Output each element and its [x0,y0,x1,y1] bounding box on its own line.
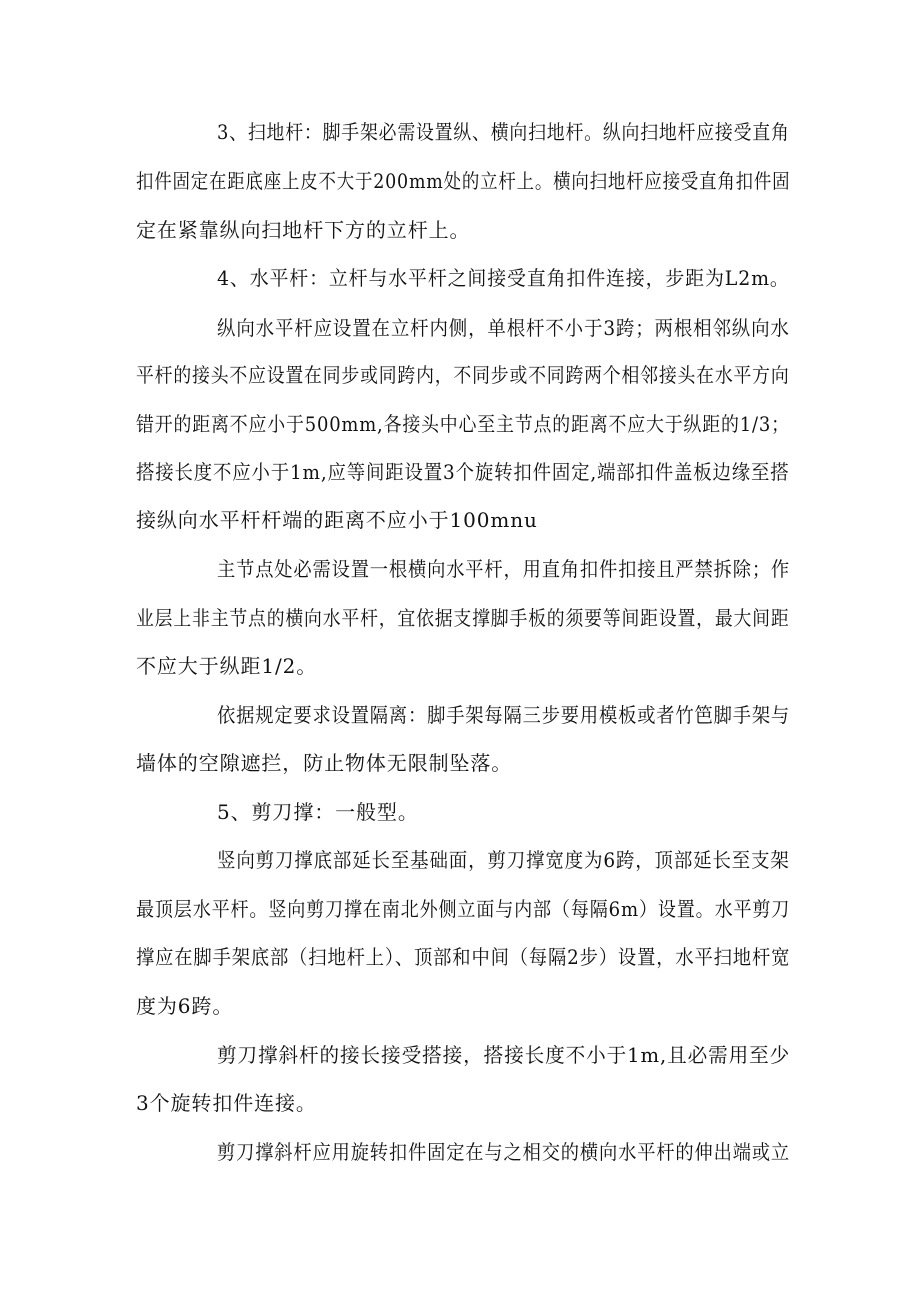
text-line-13: 依据规定要求设置隔离：脚手架每隔三步要用模板或者竹笆脚手架与 [217,703,791,727]
text-line-16: 竖向剪刀撑底部延长至基础面，剪刀撑宽度为6跨，顶部延长至支架 [217,848,790,872]
text-line-5: 纵向水平杆应设置在立杆内侧，单根杆不小于3跨；两根相邻纵向水 [217,316,790,340]
text-line-2: 扣件固定在距底座上皮不大于200mm处的立杆上。横向扫地杆应接受直角扣件固 [136,169,791,193]
text-line-14: 墙体的空隙遮拦，防止物体无限制坠落。 [136,751,513,775]
text-line-11: 业层上非主节点的横向水平杆，宜依据支撑脚手板的须要等间距设置，最大间距 [136,606,790,630]
text-line-10: 主节点处必需设置一根横向水平杆，用直角扣件扣接且严禁拆除；作 [217,557,791,581]
text-line-9: 接纵向水平杆杆端的距离不应小于100mnu [136,508,538,532]
text-line-6: 平杆的接头不应设置在同步或同跨内，不同步或不同跨两个相邻接头在水平方向 [136,363,790,387]
text-line-8: 搭接长度不应小于1m,应等间距设置3个旋转扣件固定,端部扣件盖板边缘至搭 [136,460,790,484]
text-line-12: 不应大于纵距1/2。 [136,654,318,678]
text-line-4: 4、水平杆：立杆与水平杆之间接受直角扣件连接，步距为L2m。 [217,266,790,290]
text-line-21: 3个旋转扣件连接。 [136,1091,317,1115]
text-line-17: 最顶层水平杆。竖向剪刀撑在南北外侧立面与内部（每隔6m）设置。水平剪刀 [136,897,791,921]
text-line-18: 撑应在脚手架底部（扫地杆上）、顶部和中间（每隔2步）设置，水平扫地杆宽 [136,945,791,969]
text-line-7: 错开的距离不应小于500mm,各接头中心至主节点的距离不应大于纵距的1/3； [136,412,790,436]
text-line-19: 度为6跨。 [136,994,234,1018]
text-line-1: 3、扫地杆：脚手架必需设置纵、横向扫地杆。纵向扫地杆应接受直角 [217,120,790,144]
text-line-15: 5、剪刀撑：一般型。 [217,800,419,824]
text-line-22: 剪刀撑斜杆应用旋转扣件固定在与之相交的横向水平杆的伸出端或立 [217,1140,791,1164]
text-line-3: 定在紧靠纵向扫地杆下方的立杆上。 [136,218,471,242]
text-line-20: 剪刀撑斜杆的接长接受搭接，搭接长度不小于1m,且必需用至少 [217,1043,791,1067]
